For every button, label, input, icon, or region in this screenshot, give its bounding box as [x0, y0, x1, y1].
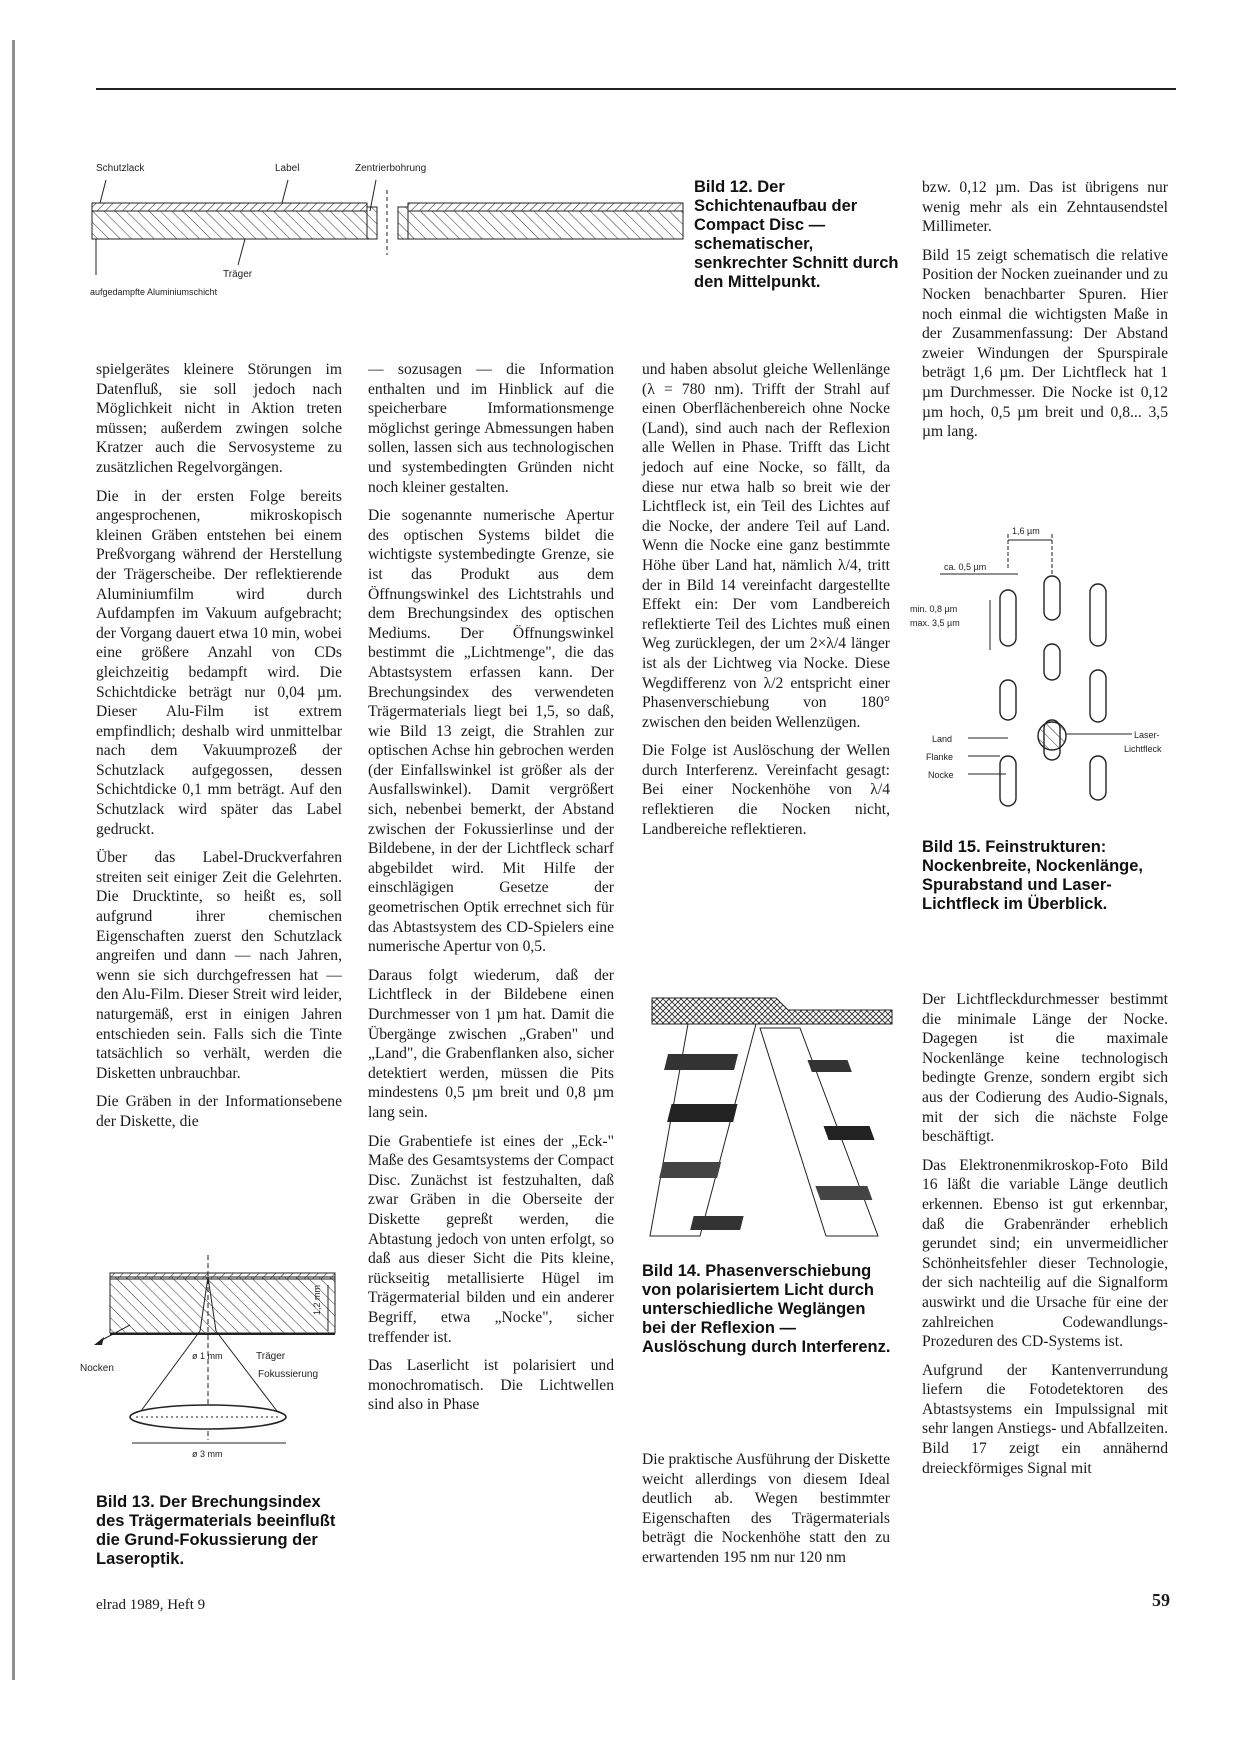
fig12-zentrier-label: Zentrierbohrung	[355, 163, 427, 174]
col2-paragraph: Die Grabentiefe ist eines der „Eck-" Maße des Gesamtsystems der Compact Disc. Zunächst ist festzuhalten, daß zwar Gräben in die Oberseite der Diskette gepreßt werden, die Abtastung jedoch von unten erfolgt, so daß aus dieser Sicht die Pits kleine, rückseitig metallisierte Hügel im Trägermaterial bilden und ein anderer Begriff, etwa „Nocke", sicher treffender ist.	[368, 1132, 614, 1346]
scan-edge-line	[12, 40, 15, 1680]
col1-paragraph: Die Gräben in der Informationsebene der Diskette, die	[96, 1093, 342, 1130]
figure-14	[648, 990, 894, 1250]
figure-12	[90, 163, 690, 325]
fig15-breite-label: ca. 0,5 µm	[944, 562, 987, 572]
figure-13	[80, 1265, 360, 1475]
fig15-caption: Bild 15. Feinstrukturen: Nockenbreite, Nockenlänge, Spurabstand und Laser-Lichtfleck im Überblick.	[922, 838, 1143, 913]
fig12-schutzlack-label: Schutzlack	[96, 163, 145, 174]
page-number: 59	[1152, 1590, 1170, 1610]
col2-paragraph: Daraus folgt wiederum, daß der Lichtfleck in der Bildebene einen Durchmesser von 1 µm hat. Damit die Übergänge zwischen „Graben" und „Land", die Grabenflanken also, sicher detektiert werden, müssen die Pits mindestens 0,5 µm breit und 0,8 µm lang sein.	[368, 966, 614, 1121]
fig13-traeger-label: Träger	[256, 1351, 286, 1362]
fig12-traeger-label: Träger	[223, 269, 253, 280]
column-4b	[922, 990, 1168, 1487]
fig14-caption: Bild 14. Phasenverschiebung von polarisiertem Licht durch unterschiedliche Weglängen bei der Reflexion — Auslöschung durch Interferenz.	[642, 1262, 891, 1356]
fig15-laser-label-2: Lichtfleck	[1124, 744, 1162, 754]
col2-paragraph: — sozusagen — die Information enthalten und im Hinblick auf die speicherbare Imformationsmenge möglichst geringe Abmessungen haben sollen, lassen sich aus technologischen und systembedingten Gründen nicht noch kleiner gestalten.	[368, 361, 614, 496]
fig15-laser-label-1: Laser-	[1134, 730, 1160, 740]
col4-paragraph: Das Elektronenmikroskop-Foto Bild 16 läßt die variable Länge deutlich erkennen. Ebenso ist gut erkennbar, daß die Grabenränder erheblich gerundet sind; ein unvermeidlicher Schönheitsfehler dieser Technologie, der sich nachteilig auf die Signalform auswirkt und die Ursache für eine der zahlreichen Codewandlungs-Prozeduren des CD-Systems ist.	[922, 1156, 1168, 1351]
fig15-flanke-label: Flanke	[926, 752, 954, 762]
fig13-d1-label: ø 1 mm	[192, 1351, 223, 1361]
column-4a	[922, 178, 1168, 451]
fig13-d3-label: ø 3 mm	[192, 1449, 223, 1459]
fig12-alu-label: aufgedampfte Aluminiumschicht	[90, 287, 218, 297]
fig15-min-label: min. 0,8 µm	[910, 604, 958, 614]
footer-issue: elrad 1989, Heft 9	[96, 1597, 206, 1613]
column-2	[368, 360, 614, 1424]
col1-paragraph: Die in der ersten Folge bereits angesprochenen, mikroskopisch kleinen Gräben entstehen bei einem Preßvorgang während der Herstellung der Trägerscheibe. Der reflektierende Aluminiumfilm wird durch Aufdampfen im Vakuum aufgebracht; der Vorgang dauert etwa 10 min, wobei eine größere Anzahl von CDs gleichzeitig bedampft wird. Die Schichtdicke beträgt nur 0,04 µm. Dieser Alu-Film ist extrem empfindlich; deshalb wird unmittelbar nach dem Vakuumprozeß der Schutzlack aufgegossen, dessen Schichtdicke 0,1 mm beträgt. Auf den Schutzlack wird später das Label gedruckt.	[96, 487, 342, 838]
col3-paragraph: Die praktische Ausführung der Diskette weicht allerdings von diesem Ideal deutlich ab. Wegen bestimmter Eigenschaften des Trägermaterials beträgt die Nockenhöhe statt den zu erwartenden 195 nm nur 120 nm	[642, 1451, 890, 1566]
fig15-spur-label: 1,6 µm	[1012, 526, 1040, 536]
col1-paragraph: spielgerätes kleinere Störungen im Datenfluß, sie soll jedoch nach Möglichkeit nicht in Aktion treten müssen; außerdem zwingen solche Kratzer auch die Servosysteme zu zusätzlichen Regelvorgängen.	[96, 361, 342, 476]
fig13-fokus-label: Fokussierung	[258, 1369, 319, 1380]
col4-paragraph: Der Lichtfleckdurchmesser bestimmt die minimale Länge der Nocke. Dagegen ist die maximale Nockenlänge keine technologisch bedingte Grenze, sondern ergibt sich aus der Codierung des Audio-Signals, mit der sich die nächste Folge beschäftigt.	[922, 991, 1168, 1146]
header-rule	[96, 88, 1176, 90]
fig12-caption: Bild 12. Der Schichtenaufbau der Compact Disc — schematischer, senkrechter Schnitt durch den Mittelpunkt.	[694, 178, 899, 291]
col2-paragraph: Die sogenannte numerische Apertur des optischen Systems bildet die wichtigste systembedingte Grenze, sie ist das Produkt aus dem Öffnungswinkel des Lichtstrahls und dem Brechungsindex des optischen Mediums. Der Öffnungswinkel bestimmt die „Lichtmenge", die das Abtastsystem erfassen kann. Der Brechungsindex des verwendeten Trägermaterials liegt bei 1,5, so daß, wie Bild 13 zeigt, die Strahlen zur optischen Achse hin gebrochen werden (der Einfallswinkel ist größer als der Ausfallswinkel). Damit vergrößert sich, nebenbei bemerkt, der Abstand zwischen der Fokussierlinse und der Bildebene, in der der Lichtfleck scharf abgebildet wird. Mit Hilfe der einschlägigen Gesetze der geometrischen Optik errechnet sich für das Abtastsystem des CD-Spielers eine numerische Apertur von 0,5.	[368, 507, 614, 956]
fig15-land-label: Land	[932, 734, 953, 744]
col4-paragraph: Bild 15 zeigt schematisch die relative Position der Nocken zueinander und zu Nocken benachbarter Spuren. Hier noch einmal die wichtigsten Maße in der Zusammenfassung: Der Abstand zweier Windungen der Spurspirale beträgt 1,6 µm. Der Lichtfleck hat 1 µm Durchmesser. Die Nocke ist 0,12 µm hoch, 0,5 µm breit und 0,8... 3,5 µm lang.	[922, 246, 1168, 441]
fig13-nocken-label: Nocken	[80, 1363, 114, 1374]
column-3b	[642, 1450, 890, 1577]
fig12-label-label: Label	[275, 163, 300, 174]
col2-paragraph: Das Laserlicht ist polarisiert und monochromatisch. Die Lichtwellen sind also in Phase	[368, 1357, 614, 1414]
fig15-nocke-label: Nocke	[928, 770, 954, 780]
col1-paragraph: Über das Label-Druckverfahren streiten seit einiger Zeit die Gelehrten. Die Drucktinte, so heißt es, soll aufgrund ihrer chemischen Eigenschaften zuerst den Schutzlack angreifen und dann — nach Jahren, wenn sie sich durchgefressen hat — den Alu-Film. Dieser Streit wird leider, naturgemäß, erst in einigen Jahren entschieden sein. Falls sich die Tinte tatsächlich so verhält, werden die Disketten unbrauchbar.	[96, 849, 342, 1082]
column-3a	[642, 360, 890, 848]
column-1	[96, 360, 342, 1141]
col4-paragraph: Aufgrund der Kantenverrundung liefern die Fotodetektoren des Abtastsystems ein Impulssignal mit sehr langen Anstiegs- und Abfallzeiten. Bild 17 zeigt ein annähernd dreieckförmiges Signal mit	[922, 1361, 1168, 1477]
fig13-dicke-label: 1,2 mm	[312, 1284, 322, 1315]
col3-paragraph: und haben absolut gleiche Wellenlänge (λ = 780 nm). Trifft der Strahl auf einen Oberflächenbereich ohne Nocke (Land), sind auch nach der Reflexion alle Wellen in Phase. Trifft das Licht jedoch auf eine Nocke, so fällt, da diese nur etwa halb so breit wie der Lichtfleck ist, ein Teil des Lichtes auf die Nocke, der andere Teil auf Land. Wenn die Nocke eine ganz bestimmte Höhe über Land hat, nämlich λ/4, tritt der in Bild 14 vereinfacht dargestellte Effekt ein: Der vom Landbereich reflektierte Teil des Lichtes muß einen Weg zurücklegen, der um 2×λ/4 länger ist als der Lichtweg via Nocke. Diese Wegdifferenz von λ/2 entspricht einer Phasenverschiebung von 180° zwischen den beiden Wellenzügen.	[642, 361, 890, 731]
col3-paragraph: Die Folge ist Auslöschung der Wellen durch Interferenz. Vereinfacht gesagt: Bei einer Nockenhöhe von λ/4 reflektieren die Nocken nicht, Landbereiche reflektieren.	[642, 742, 890, 838]
fig15-max-label: max. 3,5 µm	[910, 618, 960, 628]
fig13-caption: Bild 13. Der Brechungsindex des Trägermaterials beeinflußt die Grund-Fokussierung der Laseroptik.	[96, 1493, 336, 1568]
figure-15	[910, 520, 1190, 820]
col4-paragraph: bzw. 0,12 µm. Das ist übrigens nur wenig mehr als ein Zehntausendstel Millimeter.	[922, 179, 1168, 236]
